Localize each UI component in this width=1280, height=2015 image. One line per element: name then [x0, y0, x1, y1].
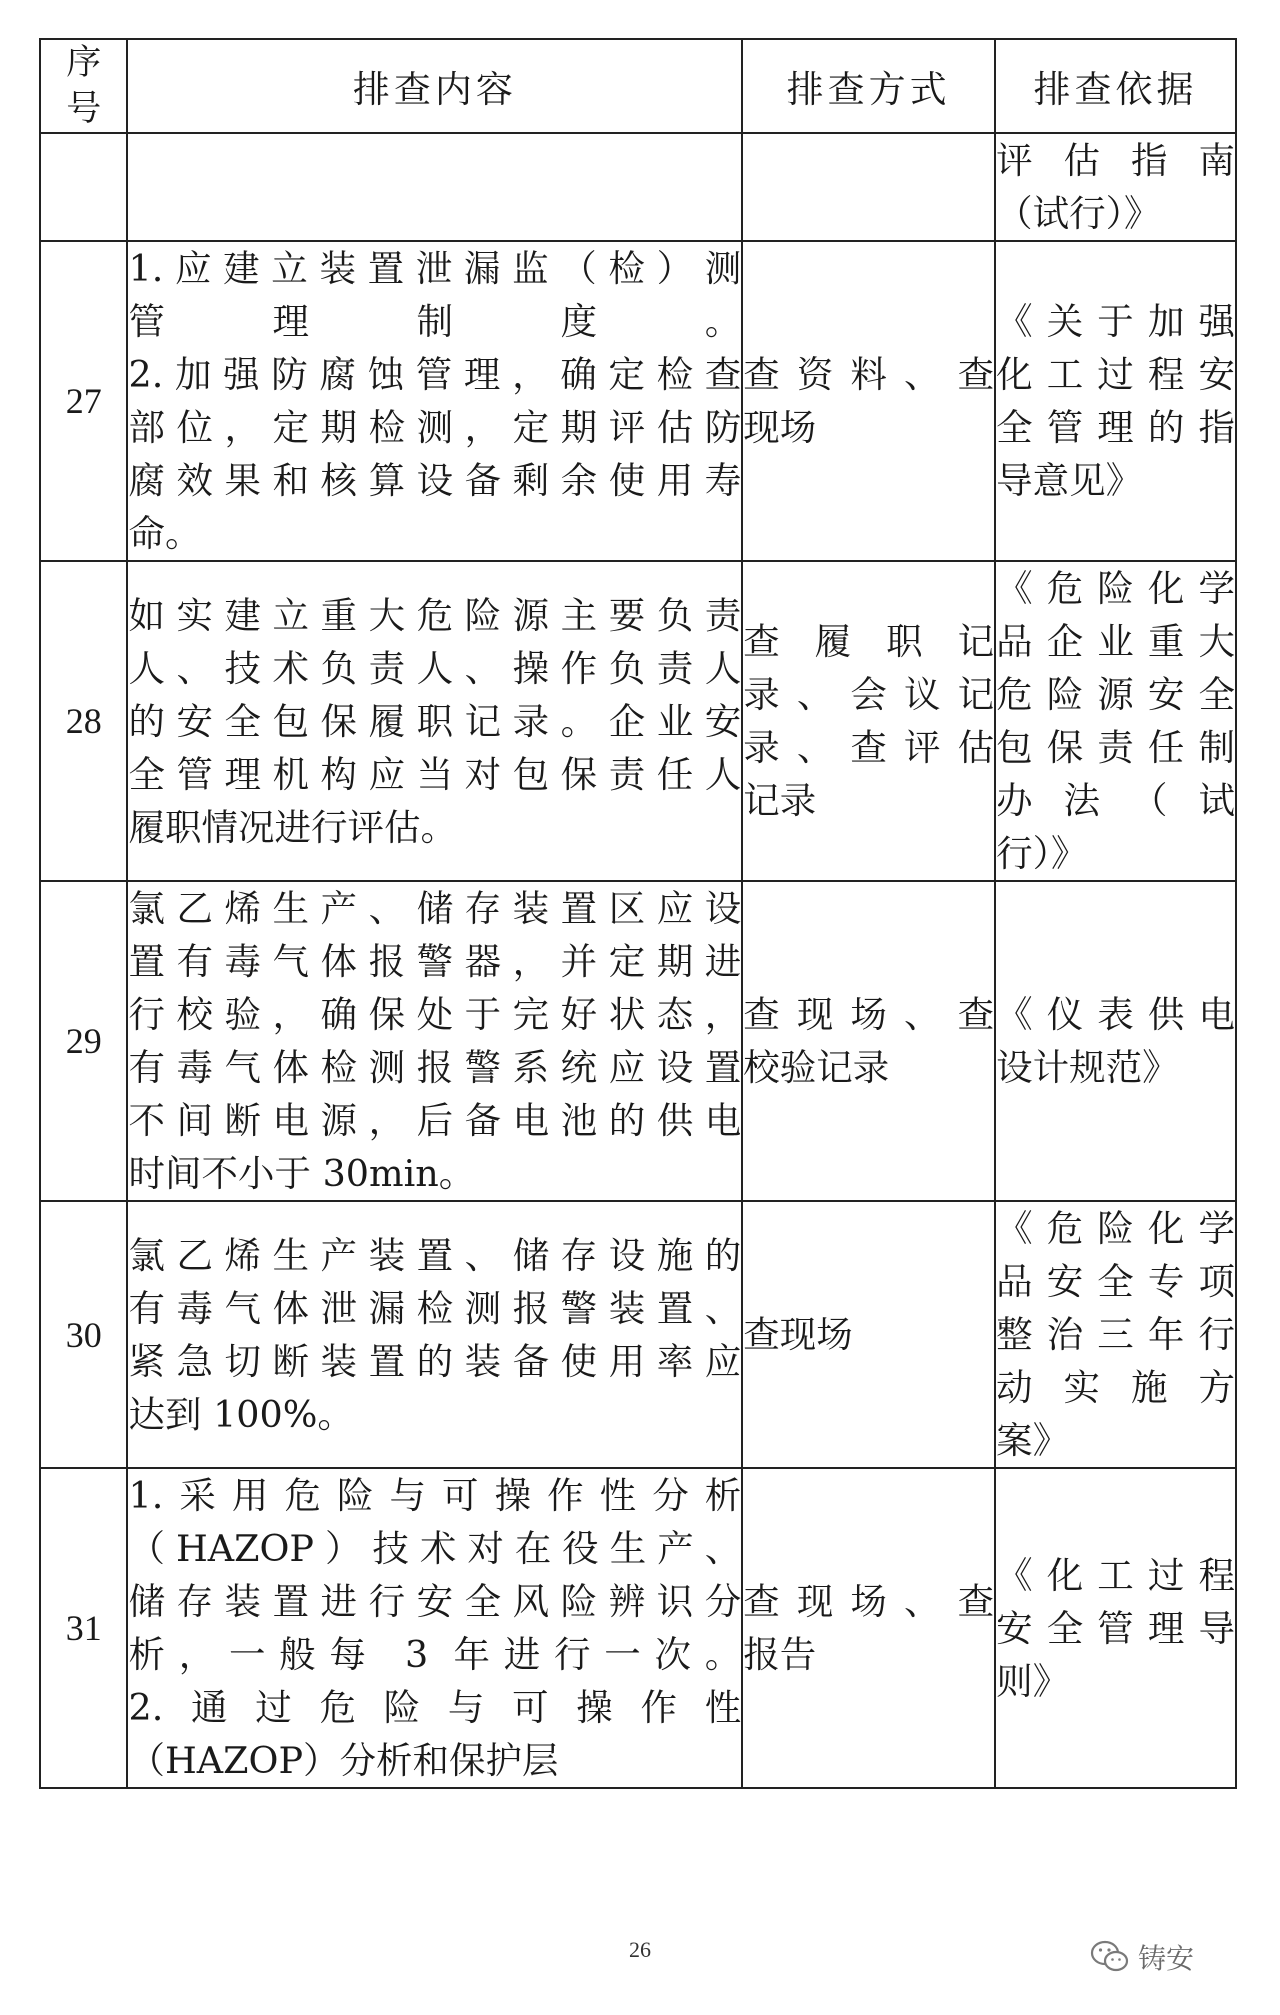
- row-number: 28: [40, 561, 127, 881]
- table-row: [40, 881, 1236, 1201]
- content-line: 全管理机构应当对包保责任人: [128, 752, 742, 796]
- content-cell: [127, 241, 742, 561]
- basis-line: 品企业重大: [996, 620, 1235, 663]
- basis-cell: [995, 881, 1236, 1201]
- header-seq-text: 序 号: [66, 43, 102, 129]
- basis-line: 全管理的指: [996, 406, 1235, 449]
- method-line: 报告: [743, 1633, 817, 1676]
- content-line: 达到 100%。: [128, 1392, 354, 1436]
- basis-line: 则》: [996, 1659, 1070, 1703]
- content-line: 1.采用危险与可操作性分析: [128, 1474, 742, 1517]
- row-number: 31: [40, 1468, 127, 1788]
- basis-line: 《关于加强: [996, 300, 1235, 343]
- content-line: （HAZOP）技术对在役生产、: [128, 1527, 742, 1570]
- content-line: 氯乙烯生产装置、储存设施的: [128, 1233, 742, 1277]
- header-content: 排查内容: [127, 39, 742, 133]
- basis-line: 办法（试: [996, 779, 1235, 822]
- table-body: [40, 133, 1236, 1788]
- basis-cell: [995, 241, 1236, 561]
- content-line: （HAZOP）分析和保护层: [128, 1739, 559, 1782]
- basis-cell: [995, 1201, 1236, 1468]
- basis-line: 整治三年行: [996, 1313, 1235, 1356]
- content-line: 不间断电源，后备电池的供电: [128, 1099, 742, 1142]
- basis-line: 《危险化学: [996, 567, 1235, 610]
- basis-line: （试行）》: [996, 192, 1161, 235]
- table-row: [40, 241, 1236, 561]
- basis-line: 动实施方: [996, 1366, 1235, 1409]
- basis-line: 评估指南: [996, 139, 1235, 182]
- content-cell: [127, 133, 742, 241]
- content-line: 时间不小于 30min。: [128, 1152, 476, 1195]
- method-line: 查资料、查: [743, 353, 995, 396]
- method-cell: [742, 881, 995, 1201]
- header-seq: [40, 39, 127, 133]
- wechat-icon: [1090, 1940, 1130, 1974]
- basis-line: 包保责任制: [996, 726, 1235, 769]
- method-cell: [742, 1201, 995, 1468]
- content-line: 2.通过危险与可操作性: [128, 1686, 742, 1729]
- basis-line: 品安全专项: [996, 1260, 1235, 1303]
- row-number: 27: [40, 241, 127, 561]
- content-line: 命。: [128, 512, 202, 555]
- content-line: 行校验，确保处于完好状态，: [128, 993, 742, 1036]
- content-line: 人、技术负责人、操作负责人: [128, 646, 742, 690]
- table-row: [40, 561, 1236, 881]
- content-line: 部位，定期检测，定期评估防: [128, 406, 742, 449]
- inspection-table: [39, 38, 1237, 1789]
- content-line: 如实建立重大危险源主要负责: [128, 593, 742, 637]
- content-line: 的安全包保履职记录。企业安: [128, 699, 742, 743]
- content-line: 置有毒气体报警器，并定期进: [128, 940, 742, 983]
- method-cell: [742, 133, 995, 241]
- content-cell: [127, 561, 742, 881]
- table-row: [40, 133, 1236, 241]
- content-line: 有毒气体泄漏检测报警装置、: [128, 1286, 742, 1330]
- method-line: 现场: [743, 406, 817, 449]
- method-cell: [742, 241, 995, 561]
- method-line: 记录: [743, 779, 817, 822]
- method-line: 查现场: [743, 1313, 853, 1356]
- content-line: 履职情况进行评估。: [128, 805, 457, 849]
- content-line: 析，一般每 3 年进行一次。: [128, 1633, 742, 1676]
- method-cell: [742, 561, 995, 881]
- method-line: 查现场、查: [743, 993, 995, 1036]
- basis-line: 化工过程安: [996, 353, 1235, 396]
- watermark: [1090, 1937, 1194, 1977]
- content-line: 储存装置进行安全风险辨识分: [128, 1580, 742, 1623]
- basis-line: 案》: [996, 1419, 1070, 1462]
- header-method: 排查方式: [742, 39, 995, 133]
- basis-line: 导意见》: [996, 459, 1143, 502]
- basis-line: 安全管理导: [996, 1606, 1235, 1650]
- content-line: 有毒气体检测报警系统应设置: [128, 1046, 742, 1089]
- row-number: [40, 133, 127, 241]
- content-line: 管理制度。: [128, 300, 742, 343]
- basis-cell: [995, 561, 1236, 881]
- method-line: 录、查评估: [743, 726, 995, 769]
- header-basis: 排查依据: [995, 39, 1236, 133]
- content-line: 腐效果和核算设备剩余使用寿: [128, 459, 742, 502]
- method-line: 查履职记: [743, 620, 995, 663]
- basis-line: 行）》: [996, 832, 1088, 875]
- content-line: 1.应建立装置泄漏监（检）测: [128, 247, 742, 290]
- content-cell: [127, 881, 742, 1201]
- basis-line: 《仪表供电: [996, 993, 1235, 1036]
- method-cell: [742, 1468, 995, 1788]
- table-row: [40, 1468, 1236, 1788]
- content-cell: [127, 1468, 742, 1788]
- method-line: 录、会议记: [743, 673, 995, 716]
- method-line: 查现场、查: [743, 1580, 995, 1623]
- basis-line: 《危险化学: [996, 1207, 1235, 1250]
- page-number: 26: [629, 1937, 651, 1962]
- basis-cell: [995, 1468, 1236, 1788]
- table-row: [40, 1201, 1236, 1468]
- row-number: 30: [40, 1201, 127, 1468]
- table-header-row: [40, 39, 1236, 133]
- row-number: 29: [40, 881, 127, 1201]
- content-line: 2.加强防腐蚀管理，确定检查: [128, 353, 742, 396]
- basis-cell: [995, 133, 1236, 241]
- content-line: 氯乙烯生产、储存装置区应设: [128, 887, 742, 930]
- basis-line: 设计规范》: [996, 1046, 1179, 1089]
- content-cell: [127, 1201, 742, 1468]
- content-line: 紧急切断装置的装备使用率应: [128, 1339, 742, 1383]
- method-line: 校验记录: [743, 1046, 890, 1089]
- basis-line: 危险源安全: [996, 673, 1235, 716]
- watermark-text: 铸安: [1138, 1942, 1195, 1975]
- basis-line: 《化工过程: [996, 1553, 1235, 1597]
